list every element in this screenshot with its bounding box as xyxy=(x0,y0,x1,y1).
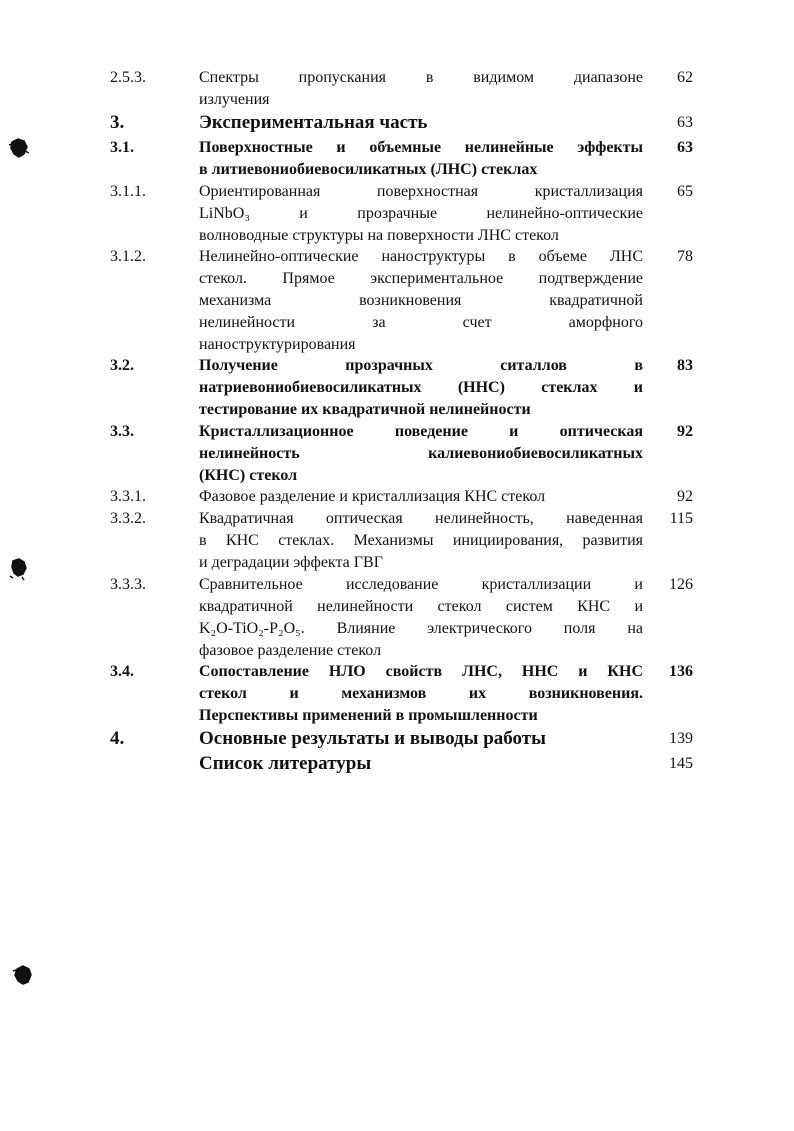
title-line: волноводные структуры на поверхности ЛНС стекол xyxy=(199,227,559,244)
section-title xyxy=(199,728,643,750)
title-line: в литиевониобиевосиликатных (ЛНС) стеклах xyxy=(199,161,538,178)
page-number: 83 xyxy=(677,357,693,374)
title-line: механизма возникновения квадратичной xyxy=(199,292,643,309)
page-number: 78 xyxy=(677,248,693,265)
section-title xyxy=(199,508,643,574)
section-number: 4. xyxy=(110,728,125,749)
title-line: LiNbO₃ и прозрачные нелинейно-оптические xyxy=(199,205,643,222)
section-title xyxy=(199,753,643,775)
title-line: Нелинейно-оптические наноструктуры в объеме ЛНС xyxy=(199,248,643,265)
title-line: фазовое разделение стекол xyxy=(199,642,382,659)
title-line: Поверхностные и объемные нелинейные эффекты xyxy=(199,139,643,156)
section-number: 3.4. xyxy=(110,663,134,680)
title-line: Основные результаты и выводы работы xyxy=(199,728,546,749)
section-title xyxy=(199,181,643,247)
scan-blot xyxy=(8,556,30,582)
page-number: 126 xyxy=(669,576,693,593)
title-line: натриевониобиевосиликатных (ННС) стеклах и xyxy=(199,379,643,396)
title-line: Спектры пропускания в видимом диапазоне xyxy=(199,69,643,86)
section-title xyxy=(199,574,643,662)
section-number: 3.1.1. xyxy=(110,183,146,200)
title-line: Перспективы применений в промышленности xyxy=(199,707,538,724)
page-number: 115 xyxy=(669,510,693,527)
page-number: 136 xyxy=(669,663,693,680)
section-number: 2.5.3. xyxy=(110,69,146,86)
section-number: 3.2. xyxy=(110,357,134,374)
title-line: Квадратичная оптическая нелинейность, наведенная xyxy=(199,510,643,527)
title-line: излучения xyxy=(199,91,270,108)
page-number: 63 xyxy=(677,139,693,156)
section-title xyxy=(199,661,643,727)
title-line: K₂O-TiO₂-P₂O₅. Влияние электрического поля на xyxy=(199,620,643,637)
section-title xyxy=(199,246,643,356)
section-number: 3.1. xyxy=(110,139,134,156)
section-number: 3. xyxy=(110,112,125,133)
section-title xyxy=(199,421,643,487)
title-line: Фазовое разделение и кристаллизация КНС стекол xyxy=(199,488,546,505)
title-line: нелинейность калиевониобиевосиликатных xyxy=(199,445,643,462)
title-line: Сравнительное исследование кристаллизации и xyxy=(199,576,643,593)
page-number: 63 xyxy=(677,114,693,131)
section-title xyxy=(199,137,643,181)
title-line: Получение прозрачных ситаллов в xyxy=(199,357,643,374)
section-title xyxy=(199,486,643,508)
title-line: нелинейности за счет аморфного xyxy=(199,314,643,331)
title-line: квадратичной нелинейности стекол систем КНС и xyxy=(199,598,643,615)
page-number: 65 xyxy=(677,183,693,200)
title-line: Экспериментальная часть xyxy=(199,112,428,133)
page-number: 145 xyxy=(669,755,693,772)
section-number: 3.3. xyxy=(110,423,134,440)
title-line: Сопоставление НЛО свойств ЛНС, ННС и КНС xyxy=(199,663,643,680)
title-line: тестирование их квадратичной нелинейности xyxy=(199,401,531,418)
page-number: 139 xyxy=(669,730,693,747)
title-line: Кристаллизационное поведение и оптическая xyxy=(199,423,643,440)
title-line: и деградации эффекта ГВГ xyxy=(199,554,383,571)
section-number: 3.3.1. xyxy=(110,488,146,505)
title-line: наноструктурирования xyxy=(199,336,356,353)
title-line: Список литературы xyxy=(199,753,372,774)
section-number: 3.3.3. xyxy=(110,576,146,593)
title-line: Ориентированная поверхностная кристаллизация xyxy=(199,183,643,200)
section-title xyxy=(199,355,643,421)
scan-blot xyxy=(12,964,34,988)
title-line: (КНС) стекол xyxy=(199,467,298,484)
section-title xyxy=(199,67,643,111)
title-line: стекол и механизмов их возникновения. xyxy=(199,685,643,702)
title-line: стекол. Прямое экспериментальное подтверждение xyxy=(199,270,643,287)
page-number: 92 xyxy=(677,488,693,505)
section-number: 3.3.2. xyxy=(110,510,146,527)
page-number: 92 xyxy=(677,423,693,440)
page-number: 62 xyxy=(677,69,693,86)
title-line: в КНС стеклах. Механизмы инициирования, развития xyxy=(199,532,643,549)
section-title xyxy=(199,112,643,134)
section-number: 3.1.2. xyxy=(110,248,146,265)
scan-blot xyxy=(8,136,30,160)
